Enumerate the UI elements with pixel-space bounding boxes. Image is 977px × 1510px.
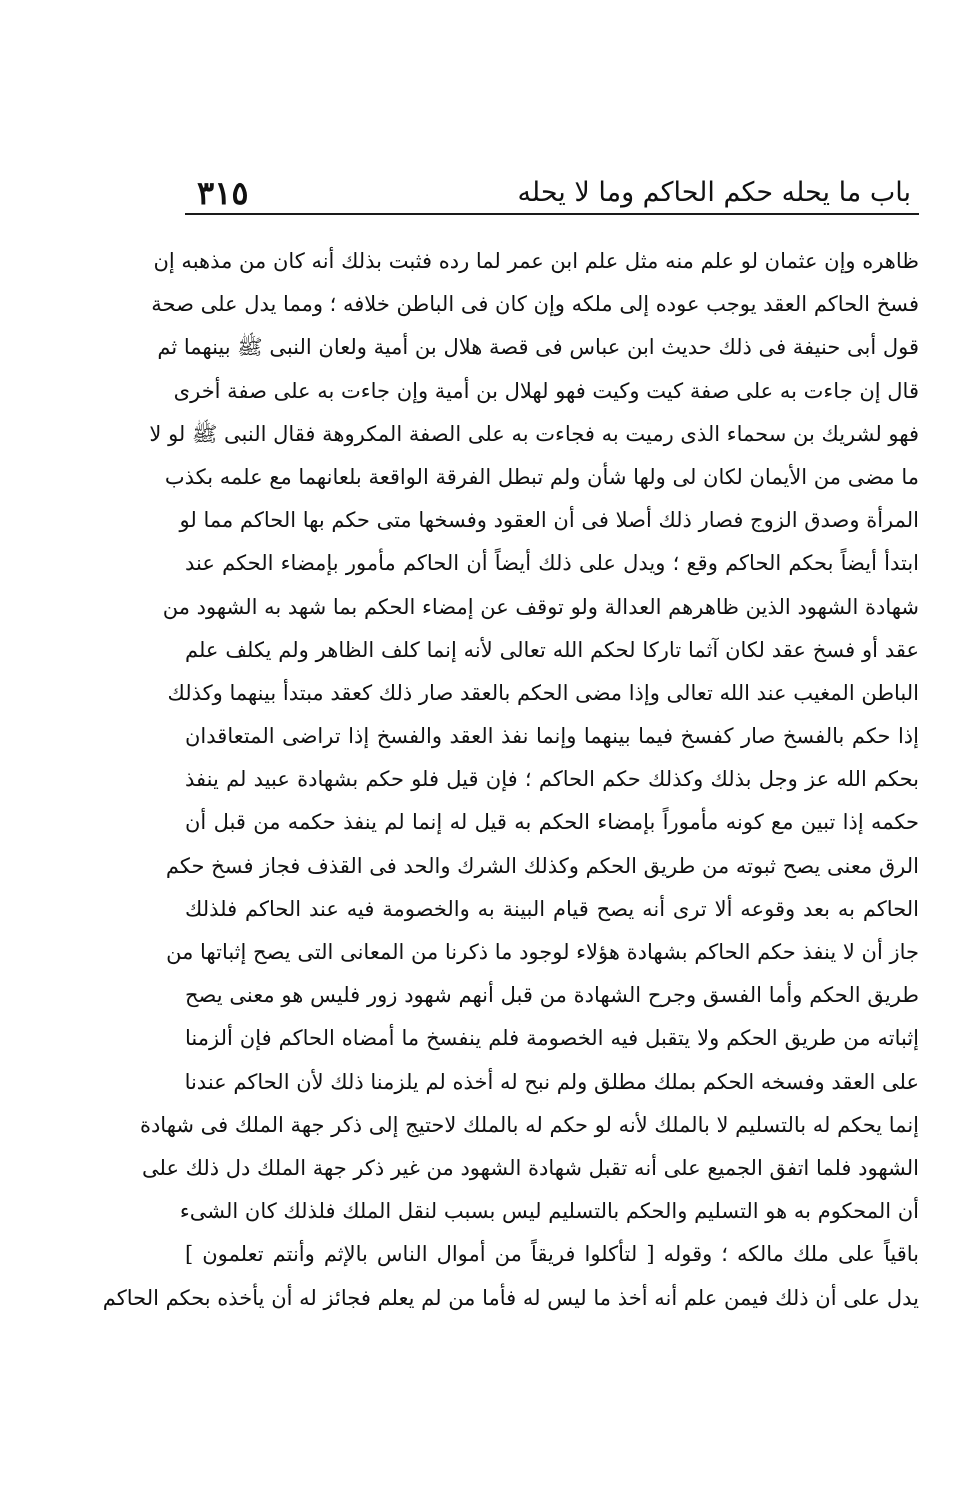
text-line: فهو لشريك بن سحماء الذى رميت به فجاءت به على الصفة المكروهة فقال النبى ﷺ لو لا xyxy=(149,421,919,446)
text-line: إثباته من طريق الحكم ولا يتقبل فيه الخصومة فلم ينفسخ ما أمضاه الحاكم فإن ألزمنا xyxy=(185,1026,919,1051)
running-title: باب ما يحله حكم الحاكم وما لا يحله xyxy=(517,177,911,208)
text-line: على العقد وفسخه الحكم بملك مطلق ولم نبح له أخذه لم يلزمنا ذلك لأن الحاكم عندنا xyxy=(184,1069,919,1094)
text-line: قول أبى حنيفة فى ذلك حديث ابن عباس فى قصة هلال بن أمية ولعان النبى ﷺ بينهما ثم xyxy=(157,335,919,360)
text-line: طريق الحكم وأما الفسق وجرح الشهادة من قبل أنهم شهود زور فليس هو معنى يصح xyxy=(185,983,919,1008)
text-line: شهادة الشهود الذين ظاهرهم العدالة ولو توقف عن إمضاء الحكم بما شهد به الشهود من xyxy=(162,594,919,619)
text-line: أن المحكوم به هو التسليم والحكم بالتسليم ليس بسبب لنقل الملك فلذلك كان الشىء xyxy=(179,1199,919,1224)
text-line: المرأة وصدق الزوج فصار ذلك أصلا فى أن العقود وفسخها متى حكم بها الحاكم مما لو xyxy=(179,508,919,533)
text-line: إنما يحكم له بالتسليم لا بالملك لأنه لو حكم له بالملك لاحتيج إلى ذكر جهة الملك فى شهادة xyxy=(139,1112,919,1137)
text-line: فسخ الحاكم العقد يوجب عوده إلى ملكه وإن كان فى الباطن خلافه ؛ ومما يدل على صحة xyxy=(151,292,919,317)
text-line: قال إن جاءت به على صفة كيت وكيت فهو لهلال بن أمية وإن جاءت به على صفة أخرى xyxy=(173,378,919,403)
text-line: الشهود فلما اتفق الجميع على أنه تقبل شهادة الشهود من غير ذكر جهة الملك دل ذلك على xyxy=(141,1155,919,1180)
text-line: ابتدأ أيضاً بحكم الحاكم وقع ؛ ويدل على ذلك أيضاً أن الحاكم مأمور بإمضاء الحكم عند xyxy=(185,551,919,576)
text-line: الرق معنى يصح ثبوته من طريق الحكم وكذلك الشرك والحد فى القذف فجاز فسخ حكم xyxy=(165,853,919,878)
page-header xyxy=(185,165,919,213)
text-line: الباطن المغيب عند الله تعالى وإذا مضى الحكم بالعقد صار ذلك كعقد مبتدأ بينهما وكذلك xyxy=(167,680,919,705)
text-line: حكمه إذا تبين مع كونه مأموراً بإمضاء الحكم به قيل له إنما لم ينفذ حكمه من قبل أن xyxy=(185,810,919,835)
text-line: عقد أو فسخ عقد لكان آثما تاركا لحكم الله تعالى لأنه إنما كلف الظاهر ولم يكلف علم xyxy=(185,637,919,662)
page-number: ٣١٥ xyxy=(197,174,249,212)
text-line: جاز أن لا ينفذ حكم الحاكم بشهادة هؤلاء لوجود ما ذكرنا من المعانى التى يصح إثباتها من xyxy=(166,940,919,964)
text-line: ظاهره وإن عثمان لو علم منه مثل علم ابن عمر لما رده فثبت بذلك أنه كان من مذهبه إن xyxy=(153,249,919,273)
header-rule xyxy=(185,213,919,215)
text-line: بحكم الله عز وجل بذلك وكذلك حكم الحاكم ؛ فإن قيل فلو حكم بشهادة عبيد لم ينفذ xyxy=(185,767,919,792)
text-line: الحاكم به بعد وقوعه ألا ترى أنه يصح قيام البينة به والخصومة فيه عند الحاكم فلذلك xyxy=(185,896,919,921)
text-line: يدل على أن ذلك فيمن علم أنه أخذ ما ليس له فأما من لم يعلم فجائز له أن يأخذه بحكم الحاكم xyxy=(102,1285,919,1310)
text-line: إذا حكم بالفسخ صار كفسخ فيما بينهما وإنما نفذ العقد والفسخ إذا تراضى المتعاقدان xyxy=(185,724,919,749)
text-line: باقياً على ملك مالكه ؛ وقوله [ لتأكلوا فريقاً من أموال الناس بالإثم وأنتم تعلمون ] xyxy=(185,1242,919,1267)
body-text xyxy=(102,240,919,1320)
text-line: ما مضى من الأيمان لكان لى ولها شأن ولم تبطل الفرقة الواقعة بلعانهما مع علمه بكذب xyxy=(164,464,919,489)
